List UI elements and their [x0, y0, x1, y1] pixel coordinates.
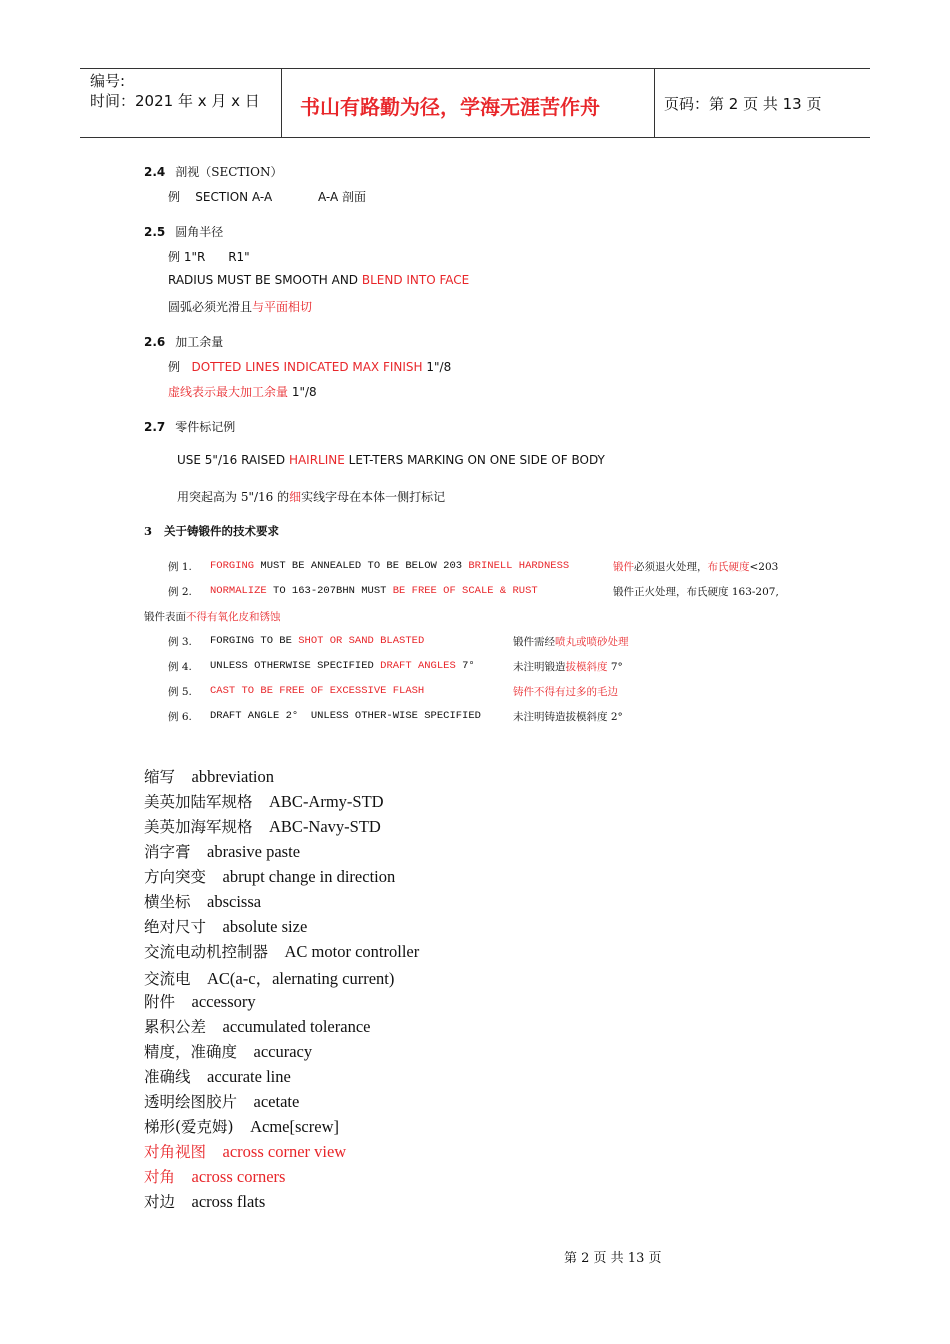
term-en: across corners	[191, 1167, 286, 1186]
text-segment: LET-TERS MARKING ON ONE SIDE OF BODY	[344, 453, 605, 467]
text-segment: 锻件表面	[144, 611, 186, 623]
spec-en-line	[177, 453, 605, 467]
example-en: CAST TO BE FREE OF EXCESSIVE FLASH	[210, 685, 425, 697]
glossary-row	[144, 1015, 370, 1037]
text-segment: 实线字母在本体一侧打标记	[301, 490, 446, 504]
glossary-row	[144, 1090, 299, 1112]
example-line	[168, 358, 451, 375]
text-segment: 1"/8	[288, 385, 317, 399]
example-line	[168, 188, 366, 205]
text-highlight: 虚线表示最大加工余量	[168, 385, 289, 399]
term-cn: 精度，准确度	[144, 1043, 238, 1061]
term-en: absolute size	[222, 917, 308, 936]
example-label: 例 1.	[168, 561, 192, 573]
term-en: accumulated tolerance	[222, 1017, 371, 1036]
example-cn: 未注明铸造拔模斜度 2°	[513, 711, 623, 723]
section-number: 2.4	[144, 165, 166, 179]
section-number: 2.6	[144, 335, 166, 349]
page-header	[80, 68, 870, 138]
example-en: SECTION A-A	[195, 190, 273, 204]
term-en: AC motor controller	[284, 942, 420, 961]
example-cn: 铸件不得有过多的毛边	[513, 686, 618, 698]
text-highlight: 锻件	[613, 561, 634, 573]
example-label: 例	[168, 190, 181, 204]
text-segment: UNLESS OTHERWISE SPECIFIED	[210, 660, 381, 672]
text-highlight: 布氏硬度	[707, 561, 750, 573]
term-cn: 方向突变	[144, 868, 207, 886]
text-highlight: DOTTED LINES INDICATED MAX FINISH	[191, 360, 423, 374]
term-en: accurate line	[207, 1067, 291, 1086]
glossary-row	[144, 915, 307, 937]
page-footer: 第 2 页 共 13 页	[564, 1251, 662, 1266]
glossary-row	[144, 940, 419, 962]
example-label: 例	[168, 360, 181, 374]
text-highlight: 不得有氧化皮和锈蚀	[186, 611, 281, 623]
text-segment: 7°	[607, 661, 623, 673]
term-en: ABC-Army-STD	[269, 792, 384, 811]
example-cn	[513, 659, 623, 674]
glossary-row	[144, 965, 394, 989]
term-cn: 交流电动机控制器	[144, 943, 269, 961]
example-label: 例 6.	[168, 711, 192, 723]
term-en: accessory	[191, 992, 256, 1011]
header-page-info: 页码：第 2 页 共 13 页	[664, 95, 822, 113]
glossary-row	[144, 1040, 312, 1062]
text-highlight: 拔模斜度	[565, 661, 608, 673]
glossary-row	[144, 1190, 265, 1212]
text-segment: 圆弧必须光滑且	[168, 300, 253, 314]
text-segment: 未注明锻造	[513, 661, 566, 673]
section-title: 圆角半径	[175, 225, 224, 239]
term-en: abrupt change in direction	[222, 867, 396, 886]
text-highlight: BRINELL HARDNESS	[468, 560, 570, 572]
header-motto: 书山有路勤为径，学海无涯苦作舟	[300, 95, 600, 119]
glossary-row	[144, 1115, 339, 1137]
header-divider	[281, 69, 282, 137]
example-en	[210, 585, 538, 597]
text-segment: 必须退火处理，	[634, 561, 708, 573]
spec-en-line	[168, 273, 469, 287]
text-segment: <203	[749, 561, 779, 573]
term-en: across corner view	[222, 1142, 347, 1161]
section-heading	[144, 333, 223, 350]
spec-cn-line	[168, 383, 317, 400]
term-en: across flats	[191, 1192, 266, 1211]
example-cn	[513, 634, 629, 649]
section-number: 3	[144, 524, 153, 538]
glossary-row	[144, 790, 384, 812]
glossary-row	[144, 1065, 291, 1087]
text-segment: RADIUS MUST BE SMOOTH AND	[168, 273, 362, 287]
example-cn: A-A 剖面	[317, 190, 367, 204]
term-cn: 准确线	[144, 1068, 191, 1086]
example-label: 例 5.	[168, 686, 192, 698]
section-heading	[144, 223, 223, 240]
text-highlight: BLEND INTO FACE	[361, 273, 470, 287]
example-label: 例 4.	[168, 661, 192, 673]
example-en: DRAFT ANGLE 2° UNLESS OTHER-WISE SPECIFIED	[210, 710, 481, 722]
term-cn: 消字膏	[144, 843, 191, 861]
glossary-row	[144, 840, 300, 862]
term-en: abbreviation	[191, 767, 274, 786]
text-segment: USE 5"/16 RAISED	[177, 453, 289, 467]
text-highlight: HAIRLINE	[288, 453, 345, 467]
glossary-row	[144, 990, 256, 1012]
text-highlight: 与平面相切	[252, 300, 313, 314]
text-highlight: 喷丸或喷砂处理	[555, 636, 629, 648]
text-segment: FORGING TO BE	[210, 635, 299, 647]
section-heading	[144, 523, 279, 539]
term-cn: 对边	[144, 1193, 176, 1211]
term-en: abscissa	[207, 892, 262, 911]
term-en: accuracy	[253, 1042, 313, 1061]
text-highlight: BE FREE OF SCALE & RUST	[392, 585, 538, 597]
term-cn: 缩写	[144, 768, 176, 786]
term-cn: 美英加海军规格	[144, 818, 253, 836]
term-en: abrasive paste	[207, 842, 301, 861]
term-cn: 梯形(爱克姆)	[144, 1118, 234, 1136]
section-heading	[144, 418, 235, 435]
example-en	[210, 660, 475, 672]
term-en: acetate	[253, 1092, 300, 1111]
example-line: 例 1"R R1"	[168, 250, 250, 264]
text-highlight: NORMALIZE	[210, 585, 267, 597]
section-title: 剖视（SECTION）	[175, 165, 283, 179]
section-title: 关于铸锻件的技术要求	[164, 524, 280, 538]
text-segment: TO 163-207BHN MUST	[266, 585, 393, 597]
glossary-row	[144, 890, 261, 912]
term-cn: 对角	[144, 1168, 176, 1186]
term-cn: 透明绘图胶片	[144, 1093, 238, 1111]
section-number: 2.7	[144, 420, 166, 434]
glossary-row	[144, 1165, 285, 1187]
term-en: ABC-Navy-STD	[269, 817, 381, 836]
section-title: 加工余量	[175, 335, 224, 349]
spec-cn-line	[168, 298, 312, 315]
section-title: 零件标记例	[175, 420, 236, 434]
text-highlight: FORGING	[210, 560, 255, 572]
example-label: 例 3.	[168, 636, 192, 648]
example-cn: 锻件正火处理，布氏硬度 163-207,	[613, 586, 779, 598]
text-highlight: SHOT OR SAND BLASTED	[298, 635, 425, 647]
term-cn: 附件	[144, 993, 176, 1011]
section-heading	[144, 163, 283, 180]
text-highlight: 细	[289, 490, 302, 504]
header-divider	[654, 69, 655, 137]
text-segment: 锻件需经	[513, 636, 555, 648]
text-segment: 用突起高为 5"/16 的	[177, 490, 290, 504]
doc-date: 时间：2021 年 x 月 x 日	[90, 92, 260, 110]
glossary-row	[144, 1140, 346, 1162]
example-label: 例 2.	[168, 586, 192, 598]
example-cn	[613, 559, 778, 574]
spec-cn-line	[177, 488, 445, 505]
term-en: Acme[screw]	[250, 1117, 339, 1136]
example-en	[210, 560, 569, 572]
term-cn: 交流电	[144, 970, 191, 988]
term-cn: 绝对尺寸	[144, 918, 207, 936]
term-cn: 对角视图	[144, 1143, 207, 1161]
text-segment: 7°	[455, 660, 475, 672]
example-en	[210, 635, 424, 647]
glossary-row	[144, 765, 274, 787]
doc-number-label: 编号:	[90, 72, 126, 90]
term-en: AC(a-c，alernating current)	[207, 969, 395, 988]
text-segment: MUST BE ANNEALED TO BE BELOW 203	[254, 560, 469, 572]
term-cn: 美英加陆军规格	[144, 793, 253, 811]
text-segment: 1"/8	[422, 360, 452, 374]
term-cn: 横坐标	[144, 893, 191, 911]
example-cn-cont	[144, 609, 281, 624]
glossary-row	[144, 815, 381, 837]
section-number: 2.5	[144, 225, 166, 239]
text-highlight: DRAFT ANGLES	[380, 660, 456, 672]
header-left	[90, 71, 260, 111]
glossary-row	[144, 865, 395, 887]
term-cn: 累积公差	[144, 1018, 207, 1036]
